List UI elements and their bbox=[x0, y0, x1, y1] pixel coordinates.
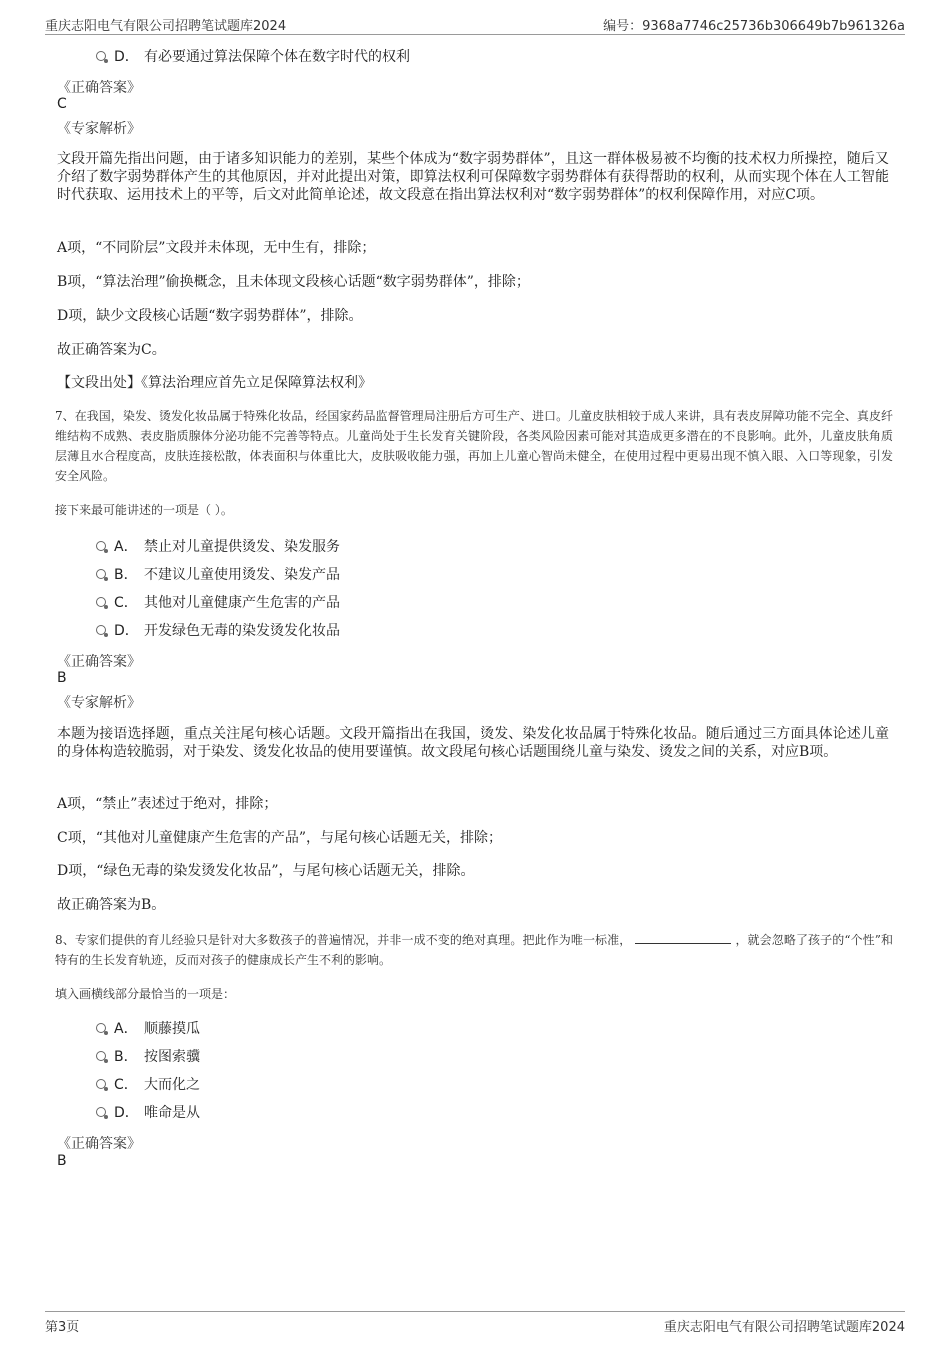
fill-in-blank bbox=[635, 931, 731, 944]
q8-stem: 8、专家们提供的育儿经验只是针对大多数孩子的普遍情况，并非一成不变的绝对真理。把此作为唯一标准， ，就会忽略了孩子的“个性”和特有的生长发育轨迹，反而对孩子的健康成长产生不利的影响。 bbox=[55, 933, 894, 967]
radio-icon[interactable] bbox=[96, 1051, 106, 1061]
q7-note-a: A项，“禁止”表述过于绝对，排除； bbox=[57, 796, 278, 812]
radio-icon[interactable] bbox=[96, 51, 106, 61]
q7-note-d: D项，“绿色无毒的染发烫发化妆品”，与尾句核心话题无关，排除。 bbox=[57, 863, 475, 879]
q6-conclusion: 故正确答案为C。 bbox=[57, 342, 166, 358]
q8-option-b[interactable]: B． 按图索骥 bbox=[96, 1047, 200, 1067]
q8-answer-label: 《正确答案》 bbox=[57, 1136, 141, 1152]
q8-option-d[interactable]: D． 唯命是从 bbox=[96, 1103, 200, 1123]
page-header bbox=[45, 12, 905, 35]
q8-answer: B bbox=[57, 1153, 67, 1169]
q7-note-c: C项，“其他对儿童健康产生危害的产品”，与尾句核心话题无关，排除； bbox=[57, 830, 503, 846]
q7-analysis: 本题为接语选择题，重点关注尾句核心话题。文段开篇指出在我国，烫发、染发化妆品属于特殊化妆品。随后通过三方面具体论述儿童的身体构造较脆弱，对于染发、烫发化妆品的使用要谨慎。故文段尾句核心话题围绕儿童与染发、烫发之间的关系，对应B项。 bbox=[57, 726, 889, 760]
q6-analysis: 文段开篇先指出问题，由于诸多知识能力的差别，某些个体成为“数字弱势群体”，且这一群体极易被不均衡的技术权力所操控，随后又介绍了数字弱势群体产生的其他原因，并对此提出对策，即算法权利可保障数字弱势群体有获得帮助的权利，从而实现个体在人工智能时代获取、运用技术上的平等，后文对此简单论述，故文段意在指出算法权利对“数字弱势群体”的权利保障作用，对应C项。 bbox=[57, 151, 889, 203]
header-title: 重庆志阳电气有限公司招聘笔试题库2024 bbox=[45, 19, 287, 34]
q8-option-a[interactable]: A． 顺藤摸瓜 bbox=[96, 1019, 200, 1039]
q6-note-a: A项，“不同阶层”文段并未体现，无中生有，排除； bbox=[57, 240, 376, 256]
radio-icon[interactable] bbox=[96, 1079, 106, 1089]
q7-answer-label: 《正确答案》 bbox=[57, 654, 141, 670]
q8-option-c[interactable]: C． 大而化之 bbox=[96, 1075, 200, 1095]
q6-option-d[interactable]: D． 有必要通过算法保障个体在数字时代的权利 bbox=[96, 47, 410, 67]
q7-analysis-label: 《专家解析》 bbox=[57, 695, 141, 711]
q6-analysis-label: 《专家解析》 bbox=[57, 121, 141, 137]
q8-prompt: 填入画横线部分最恰当的一项是： bbox=[55, 987, 236, 1001]
q7-option-d[interactable]: D． 开发绿色无毒的染发烫发化妆品 bbox=[96, 621, 340, 641]
header-doc-number: 编号：9368a7746c25736b306649b7b961326a bbox=[603, 19, 905, 34]
footer-title: 重庆志阳电气有限公司招聘笔试题库2024 bbox=[663, 1320, 905, 1335]
q6-answer: C bbox=[57, 96, 67, 112]
radio-icon[interactable] bbox=[96, 597, 106, 607]
radio-icon[interactable] bbox=[96, 569, 106, 579]
radio-icon[interactable] bbox=[96, 541, 106, 551]
q7-answer: B bbox=[57, 670, 67, 686]
radio-icon[interactable] bbox=[96, 625, 106, 635]
q7-option-b[interactable]: B． 不建议儿童使用烫发、染发产品 bbox=[96, 565, 340, 585]
q7-option-c[interactable]: C． 其他对儿童健康产生危害的产品 bbox=[96, 593, 340, 613]
q7-prompt: 接下来最可能讲述的一项是（ ）。 bbox=[55, 503, 233, 517]
q7-conclusion: 故正确答案为B。 bbox=[57, 897, 166, 913]
q7-option-a[interactable]: A． 禁止对儿童提供烫发、染发服务 bbox=[96, 537, 340, 557]
radio-icon[interactable] bbox=[96, 1023, 106, 1033]
page-footer bbox=[45, 1311, 905, 1336]
q6-answer-label: 《正确答案》 bbox=[57, 80, 141, 96]
radio-icon[interactable] bbox=[96, 1107, 106, 1117]
q6-note-d: D项，缺少文段核心话题“数字弱势群体”，排除。 bbox=[57, 308, 363, 324]
q6-source: 【文段出处】《算法治理应首先立足保障算法权利》 bbox=[57, 375, 372, 391]
q6-note-b: B项，“算法治理”偷换概念，且未体现文段核心话题“数字弱势群体”，排除； bbox=[57, 274, 530, 290]
page-number: 第3页 bbox=[45, 1320, 80, 1335]
q7-stem: 7、在我国，染发、烫发化妆品属于特殊化妆品，经国家药品监督管理局注册后方可生产、进口。儿童皮肤相较于成人来讲，具有表皮屏障功能不完全、真皮纤维结构不成熟、表皮脂质腺体分泌功能不完善等特点。儿童尚处于生长发育关键阶段，各类风险因素可能对其造成更多潜在的不良影响。此外，儿童皮肤角质层薄且水合程度高，皮肤连接松散，体表面积与体重比大，皮肤吸收能力强，再加上儿童心智尚未健全，在使用过程中更易出现不慎入眼、入口等现象，引发安全风险。 bbox=[55, 409, 893, 483]
